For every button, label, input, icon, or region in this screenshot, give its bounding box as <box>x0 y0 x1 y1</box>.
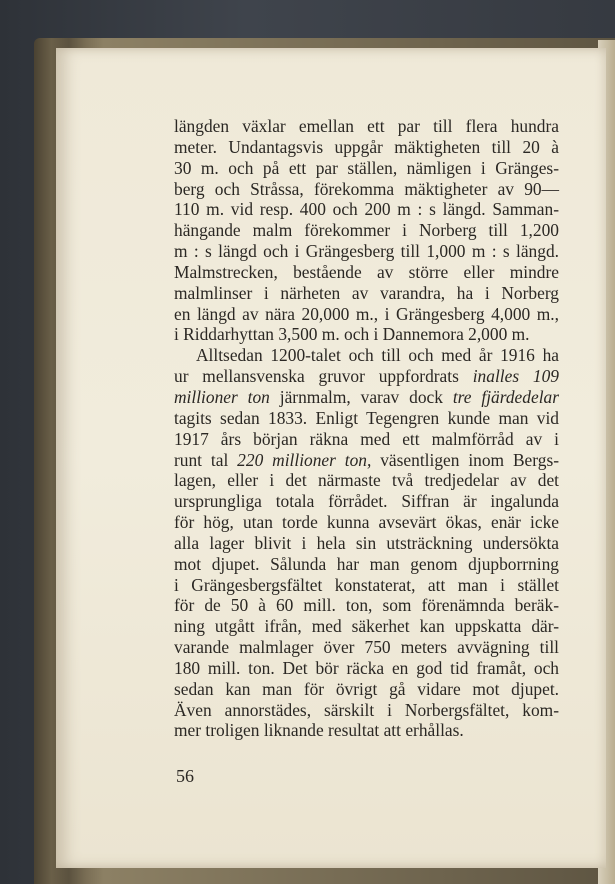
text-line: i Riddarhyttan 3,500 m. och i Dannemora 2,000 m. <box>174 324 530 345</box>
text-line <box>174 366 559 387</box>
text-line: för de 50 à 60 mill. ton, som förenämnda beräk- <box>174 595 559 616</box>
emphasis: 220 millioner ton, <box>237 449 372 470</box>
text-line: 110 m. vid resp. 400 och 200 m : s längd. Samman- <box>174 199 559 220</box>
text-line: malmlinser i närheten av varandra, ha i Norberg <box>174 282 559 303</box>
text-line: i Grängesbergsfältet konstaterat, att man i stället <box>174 574 559 595</box>
text-line <box>174 387 559 408</box>
text-line: en längd av nära 20,000 m., i Grängesberg 4,000 m., <box>174 303 559 324</box>
text-line: meter. Undantagsvis uppgår mäktigheten till 20 à <box>174 136 559 157</box>
paragraph-1 <box>174 116 559 345</box>
text-segment: runt tal <box>174 449 238 470</box>
text-line: Malmstrecken, bestående av större eller mindre <box>174 261 559 282</box>
text-line: ursprungliga totala förrådet. Siffran är ingalunda <box>174 491 559 512</box>
text-line: berg och Stråssa, förekomma mäktigheter av 90— <box>174 178 559 199</box>
body-text <box>174 116 559 741</box>
text-line: för hög, utan torde kunna avsevärt ökas, enär icke <box>174 512 559 533</box>
text-line: mer troligen liknande resultat att erhållas. <box>174 720 464 741</box>
text-line: m : s längd och i Grängesberg till 1,000 m : s längd. <box>174 241 559 262</box>
text-line: 30 m. och på ett par ställen, nämligen i Gränges- <box>174 157 559 178</box>
text-segment: väsentligen inom Bergs- <box>371 449 560 470</box>
text-line: lagen, eller i det närmaste två tredjedelar av det <box>174 470 559 491</box>
text-segment: ur mellansvenska gruvor uppfordrats <box>174 366 473 387</box>
text-line: varande malmlager över 750 meters avvägning till <box>174 637 559 658</box>
text-line: alla lager blivit i hela sin utsträckning undersökta <box>174 532 559 553</box>
emphasis: inalles 109 <box>472 366 560 387</box>
text-line: längden växlar emellan ett par till flera hundra <box>174 116 559 136</box>
paragraph-2 <box>174 345 559 741</box>
text-line: tagits sedan 1833. Enligt Tegengren kunde man vid <box>174 407 559 428</box>
emphasis: tre fjärdedelar <box>452 386 559 407</box>
emphasis: millioner ton <box>174 386 270 407</box>
text-line: 180 mill. ton. Det bör räcka en god tid framåt, och <box>174 657 559 678</box>
page-number: 56 <box>176 766 194 786</box>
text-line: ning utgått ifrån, med säkerhet kan uppskatta där- <box>174 616 559 637</box>
text-line: Även annorstädes, särskilt i Norbergsfältet, kom- <box>174 699 559 720</box>
text-line: mot djupet. Sålunda har man genom djupborrning <box>174 553 559 574</box>
text-line: Alltsedan 1200-talet och till och med år 1916 ha <box>196 345 559 366</box>
text-line: hängande malm förekommer i Norberg till 1,200 <box>174 220 559 241</box>
text-line <box>174 450 559 471</box>
text-line: 1917 års början räkna med ett malmförråd av i <box>174 428 559 449</box>
text-segment: järnmalm, varav dock <box>269 386 453 407</box>
text-line: sedan kan man för övrigt gå vidare mot djupet. <box>174 678 559 699</box>
